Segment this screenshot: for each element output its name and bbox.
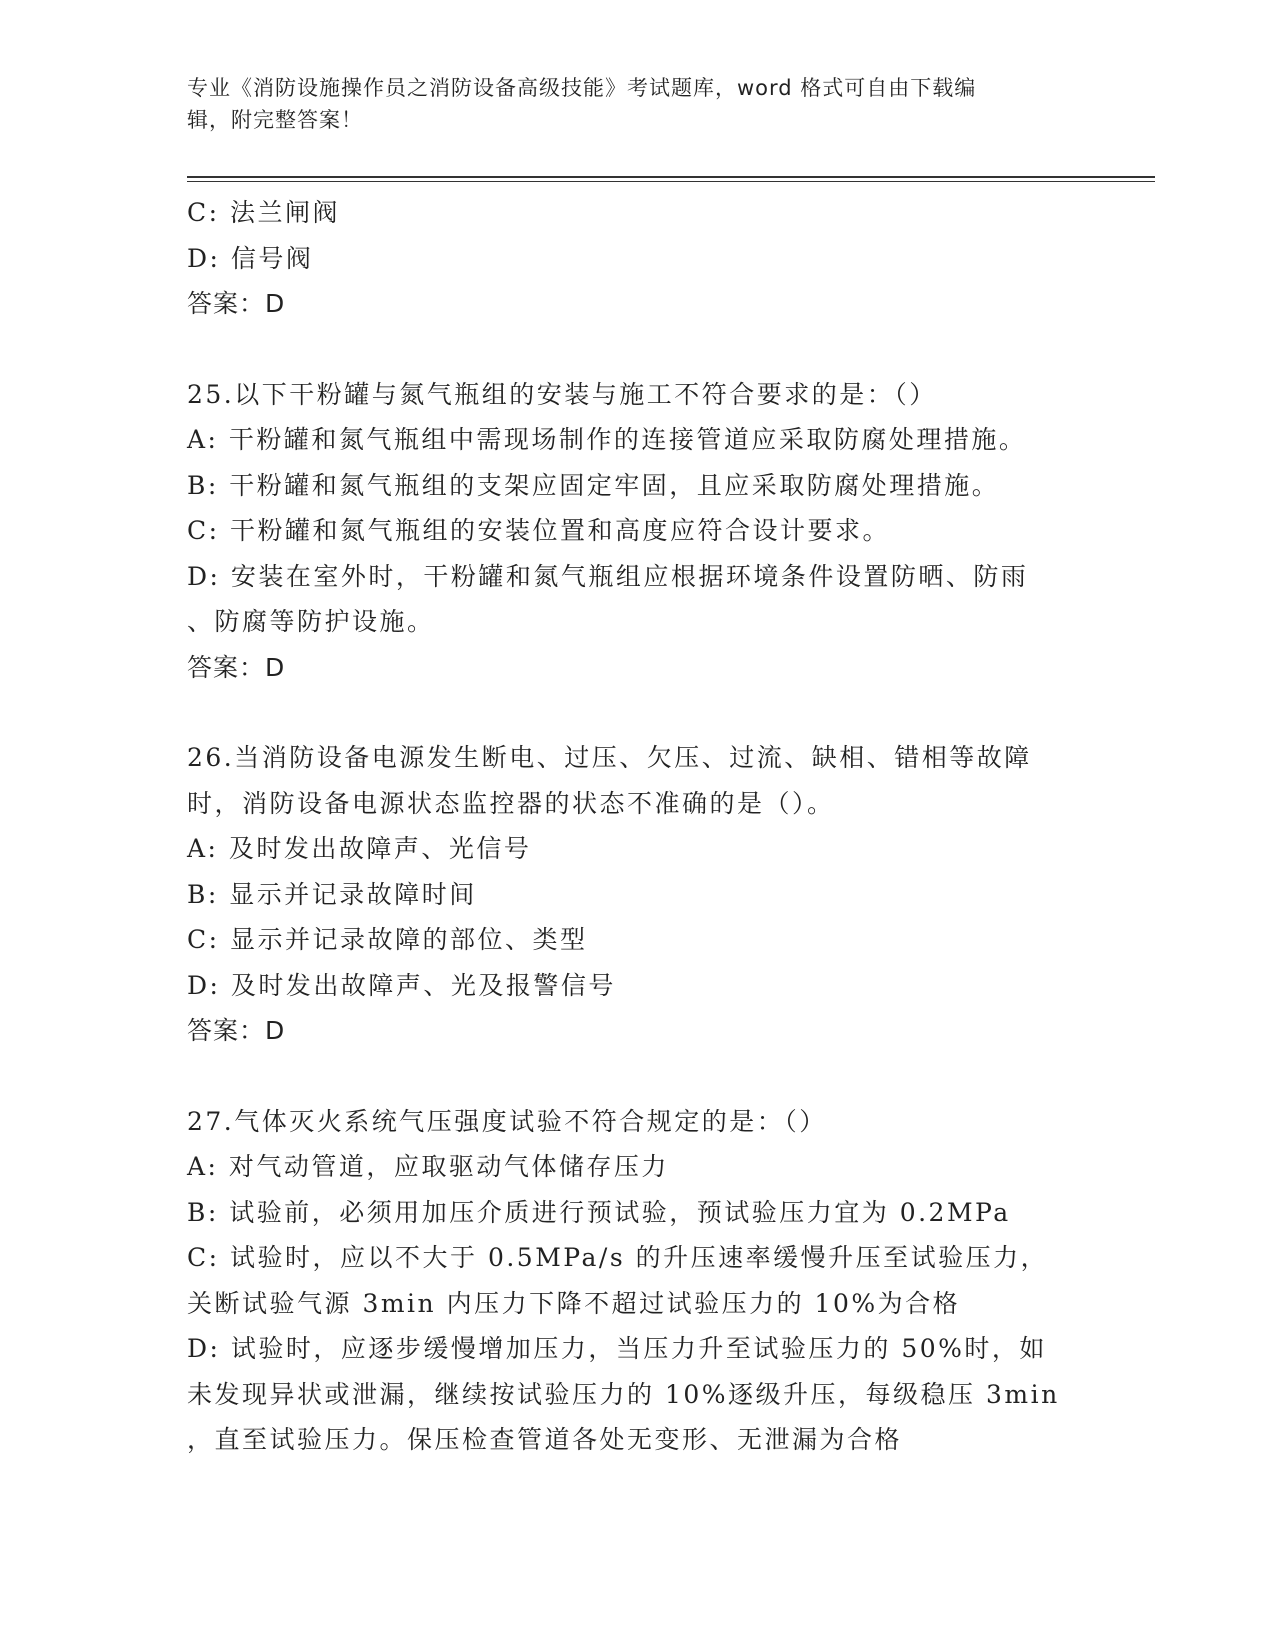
q25-option-c: C: 干粉罐和氮气瓶组的安装位置和高度应符合设计要求。 xyxy=(187,516,891,545)
question-25 xyxy=(187,372,1087,691)
q27-option-d-line3: ，直至试验压力。保压检查管道各处无变形、无泄漏为合格 xyxy=(187,1425,903,1454)
document-header xyxy=(187,72,1067,136)
header-rule-thin xyxy=(187,181,1155,182)
q24-option-d: D: 信号阀 xyxy=(187,243,314,273)
q26-option-d: D: 及时发出故障声、光及报警信号 xyxy=(187,970,616,1000)
q26-stem-line1: 26.当消防设备电源发生断电、过压、欠压、过流、缺相、错相等故障 xyxy=(187,743,1032,772)
spacer xyxy=(187,690,1087,735)
q25-option-d-line2: 、防腐等防护设施。 xyxy=(187,607,435,636)
q27-option-c-line1: C: 试验时，应以不大于 0.5MPa/s 的升压速率缓慢升压至试验压力， xyxy=(187,1243,1049,1272)
q27-option-a: A: 对气动管道，应取驱动气体储存压力 xyxy=(187,1152,669,1181)
q24-option-c: C: 法兰闸阀 xyxy=(187,198,340,227)
q26-answer: 答案：D xyxy=(187,1016,286,1045)
spacer xyxy=(187,327,1087,372)
q26-option-a: A: 及时发出故障声、光信号 xyxy=(187,834,532,863)
q26-option-c: C: 显示并记录故障的部位、类型 xyxy=(187,925,588,954)
q27-option-b: B: 试验前，必须用加压介质进行预试验，预试验压力宜为 0.2MPa xyxy=(187,1197,1011,1227)
question-content xyxy=(187,190,1087,1463)
q26-option-b: B: 显示并记录故障时间 xyxy=(187,879,477,909)
q24-answer: 答案：D xyxy=(187,289,286,318)
q25-option-d-line1: D: 安装在室外时，干粉罐和氮气瓶组应根据环境条件设置防晒、防雨 xyxy=(187,561,1029,591)
q25-stem: 25.以下干粉罐与氮气瓶组的安装与施工不符合要求的是：（） xyxy=(187,379,937,409)
q25-option-a: A: 干粉罐和氮气瓶组中需现场制作的连接管道应采取防腐处理措施。 xyxy=(187,425,1027,454)
header-line-2: 辑，附完整答案！ xyxy=(187,108,363,132)
question-26 xyxy=(187,735,1087,1054)
q27-stem: 27.气体灭火系统气压强度试验不符合规定的是：（） xyxy=(187,1106,827,1136)
question-27 xyxy=(187,1099,1087,1463)
q25-option-b: B: 干粉罐和氮气瓶组的支架应固定牢固，且应采取防腐处理措施。 xyxy=(187,470,1000,500)
q27-option-d-line1: D: 试验时，应逐步缓慢增加压力，当压力升至试验压力的 50%时，如 xyxy=(187,1334,1047,1363)
q27-option-d-line2: 未发现异状或泄漏，继续按试验压力的 10%逐级升压，每级稳压 3min xyxy=(187,1379,1060,1409)
q26-stem-line2: 时，消防设备电源状态监控器的状态不准确的是（）。 xyxy=(187,788,835,818)
question-24-tail xyxy=(187,190,1087,327)
q27-option-c-line2: 关断试验气源 3min 内压力下降不超过试验压力的 10%为合格 xyxy=(187,1288,961,1318)
q25-answer: 答案：D xyxy=(187,652,286,682)
header-line-1: 专业《消防设施操作员之消防设备高级技能》考试题库，word 格式可自由下载编 xyxy=(187,76,977,100)
header-rule-thick xyxy=(187,176,1155,178)
spacer xyxy=(187,1054,1087,1099)
